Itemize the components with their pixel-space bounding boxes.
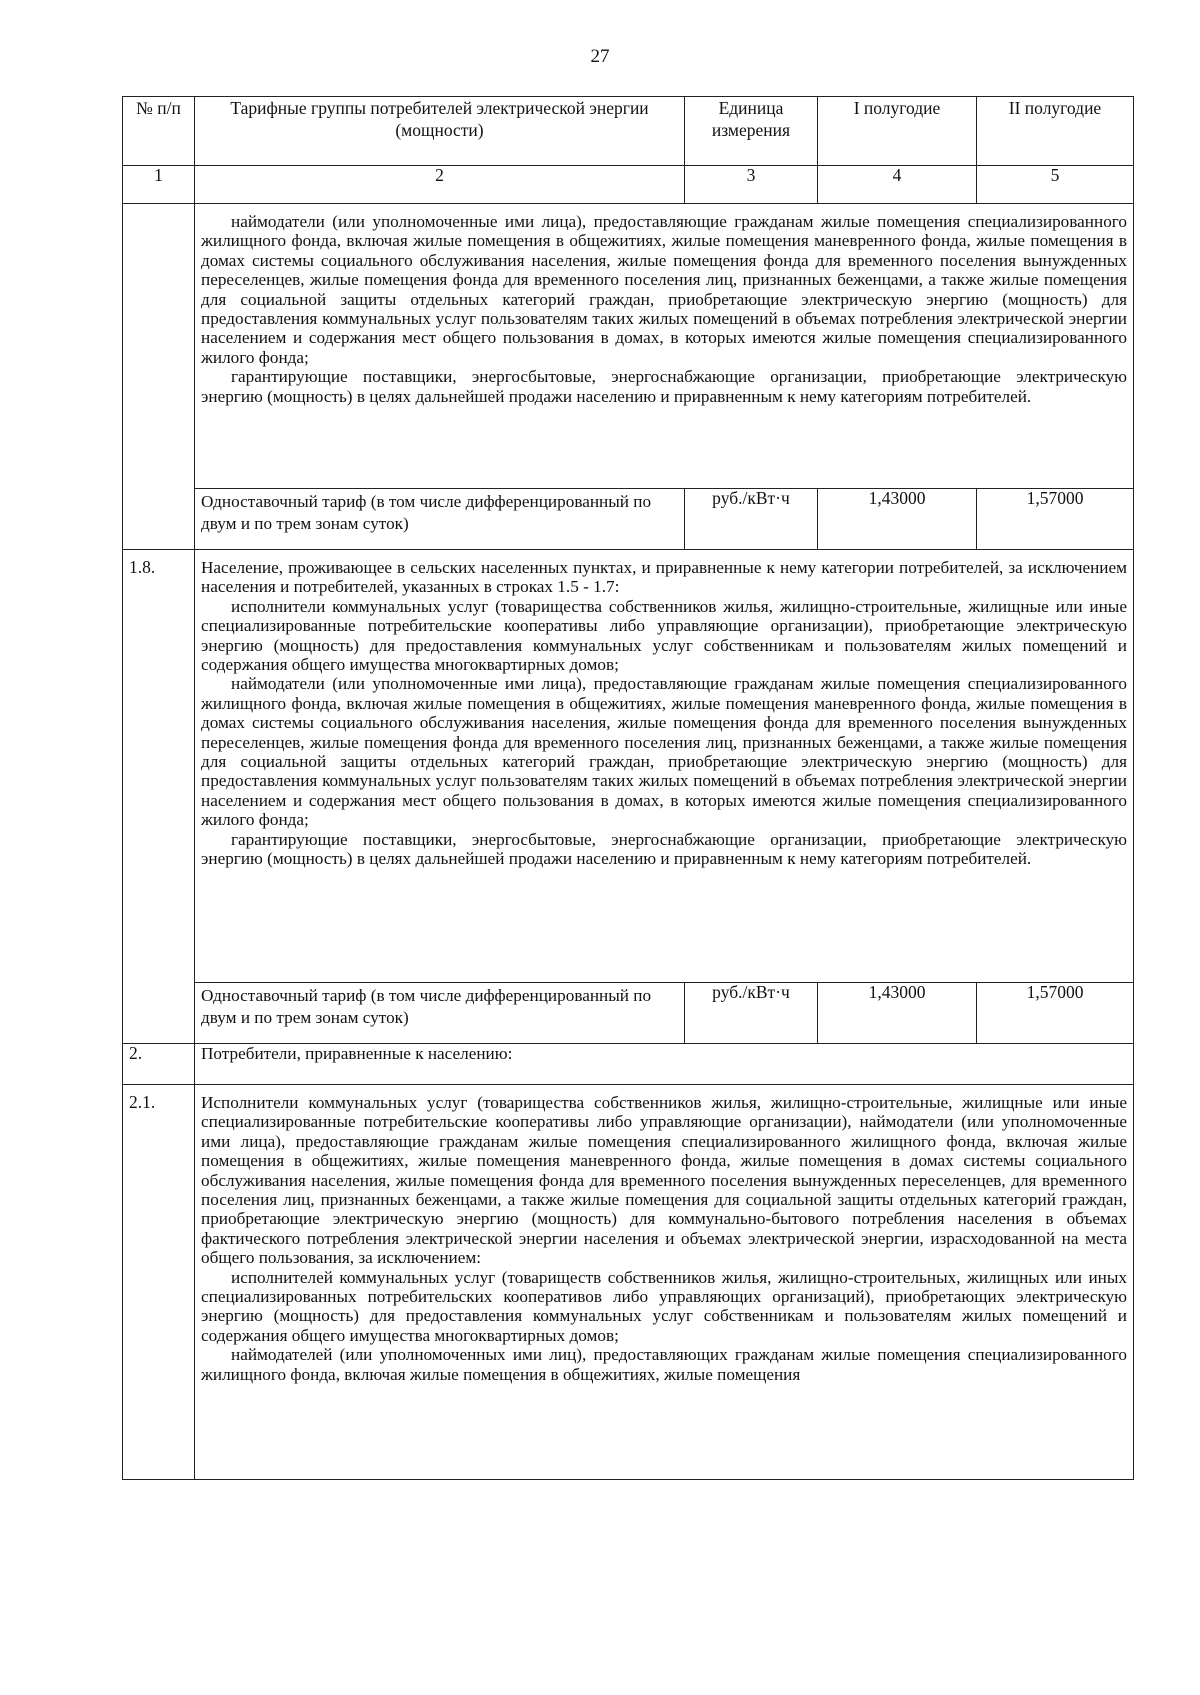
paragraph: гарантирующие поставщики, энергосбытовые, энергоснабжающие организации, приобретающие электрическую энергию (мощность) в целях дальнейшей продажи населению и приравненным к нему категориям потребителей. (201, 367, 1127, 406)
col-number: 2 (195, 166, 685, 204)
paragraph: Исполнители коммунальных услуг (товарищества собственников жилья, жилищно-строительные, жилищные или иные специализированные потребительские кооперативы либо управляющие организации), наймодатели (или уполномоченные ими лица), предоставляющие гражданам жилые помещения специализированного жилищного фонда, включая жилые помещения в общежитиях, жилые помещения маневренного фонда, жилые помещения в домах системы социального обслуживания населения, жилые помещения фонда для временного поселения вынужденных переселенцев, для временного поселения лиц, признанных беженцами, а также жилые помещения для социальной защиты отдельных категорий граждан, приобретающие электрическую энергию (мощность) для коммунально-бытового потребления населения в объемах фактического потребления электрической энергии населения и объемах электрической энергии, израсходованной на места общего пользования, за исключением: (201, 1093, 1127, 1268)
tariff-name: Одноставочный тариф (в том числе дифференцированный по двум и по трем зонам суток) (195, 489, 685, 550)
tariff-h2-value: 1,57000 (977, 489, 1134, 550)
row-number: 2.1. (123, 1085, 195, 1480)
column-number-row (123, 166, 1134, 204)
page-number: 27 (590, 46, 610, 67)
row-number: 1.8. (123, 550, 195, 1044)
header-num: № п/п (123, 97, 195, 166)
row-description (195, 550, 1134, 983)
header-h1: I полугодие (818, 97, 977, 166)
tariff-name: Одноставочный тариф (в том числе дифференцированный по двум и по трем зонам суток) (195, 983, 685, 1044)
row-number: 2. (123, 1044, 195, 1085)
row-description (195, 204, 1134, 489)
row-number (123, 204, 195, 550)
tariff-row (123, 983, 1134, 1044)
col-number: 1 (123, 166, 195, 204)
paragraph: Население, проживающее в сельских населенных пунктах, и приравненные к нему категории потребителей, за исключением населения и потребителей, указанных в строках 1.5 - 1.7: (201, 558, 1127, 597)
table-row (123, 204, 1134, 489)
table-row (123, 1085, 1134, 1480)
paragraph: исполнители коммунальных услуг (товарищества собственников жилья, жилищно-строительные, жилищные или иные специализированные потребительские кооперативы либо управляющие организации), приобретающие электрическую энергию (мощность) для предоставления коммунальных услуг собственникам и пользователям жилых помещений и содержания общего имущества многоквартирных домов; (201, 596, 1127, 675)
table-row (123, 1044, 1134, 1085)
header-h2: II полугодие (977, 97, 1134, 166)
row-description (195, 1085, 1134, 1480)
tariff-h1-value: 1,43000 (818, 983, 977, 1044)
header-group: Тарифные группы потребителей электрической энергии (мощности) (195, 97, 685, 166)
tariff-h1-value: 1,43000 (818, 489, 977, 550)
col-number: 3 (685, 166, 818, 204)
paragraph: наймодателей (или уполномоченных ими лиц), предоставляющих гражданам жилые помещения специализированного жилищного фонда, включая жилые помещения в общежитиях, жилые помещения (201, 1345, 1127, 1384)
tariff-row (123, 489, 1134, 550)
header-unit: Единица измерения (685, 97, 818, 166)
col-number: 4 (818, 166, 977, 204)
row-description: Потребители, приравненные к населению: (195, 1044, 1134, 1085)
paragraph: наймодатели (или уполномоченные ими лица), предоставляющие гражданам жилые помещения специализированного жилищного фонда, включая жилые помещения в общежитиях, жилые помещения маневренного фонда, жилые помещения в домах системы социального обслуживания населения, жилые помещения фонда для временного поселения вынужденных переселенцев, жилые помещения фонда для временного поселения лиц, признанных беженцами, а также жилые помещения для социальной защиты отдельных категорий граждан, приобретающие электрическую энергию (мощность) для предоставления коммунальных услуг пользователям таких жилых помещений в объемах потребления электрической энергии населением и содержания мест общего пользования в домах, в которых имеются жилые помещения специализированного жилого фонда; (201, 212, 1127, 367)
paragraph: наймодатели (или уполномоченные ими лица), предоставляющие гражданам жилые помещения специализированного жилищного фонда, включая жилые помещения в общежитиях, жилые помещения маневренного фонда, жилые помещения в домах системы социального обслуживания населения, жилые помещения фонда для временного поселения вынужденных переселенцев, жилые помещения фонда для временного поселения лиц, признанных беженцами, а также жилые помещения для социальной защиты отдельных категорий граждан, приобретающие электрическую энергию (мощность) для предоставления коммунальных услуг пользователям таких жилых помещений в объемах потребления электрической энергии населением и содержания мест общего пользования в домах, в которых имеются жилые помещения специализированного жилого фонда; (201, 674, 1127, 830)
table-header-row (123, 97, 1134, 166)
table-row (123, 550, 1134, 983)
tariff-h2-value: 1,57000 (977, 983, 1134, 1044)
col-number: 5 (977, 166, 1134, 204)
tariff-unit: руб./кВт·ч (685, 983, 818, 1044)
tariff-unit: руб./кВт·ч (685, 489, 818, 550)
paragraph: гарантирующие поставщики, энергосбытовые, энергоснабжающие организации, приобретающие электрическую энергию (мощность) в целях дальнейшей продажи населению и приравненным к нему категориям потребителей. (201, 829, 1127, 869)
paragraph: исполнителей коммунальных услуг (товариществ собственников жилья, жилищно-строительных, жилищных или иных специализированных потребительских кооперативов либо управляющих организаций), приобретающих электрическую энергию (мощность) для предоставления коммунальных услуг собственникам и пользователям жилых помещений и содержания общего имущества многоквартирных домов; (201, 1267, 1127, 1345)
tariff-table (122, 96, 1134, 1480)
